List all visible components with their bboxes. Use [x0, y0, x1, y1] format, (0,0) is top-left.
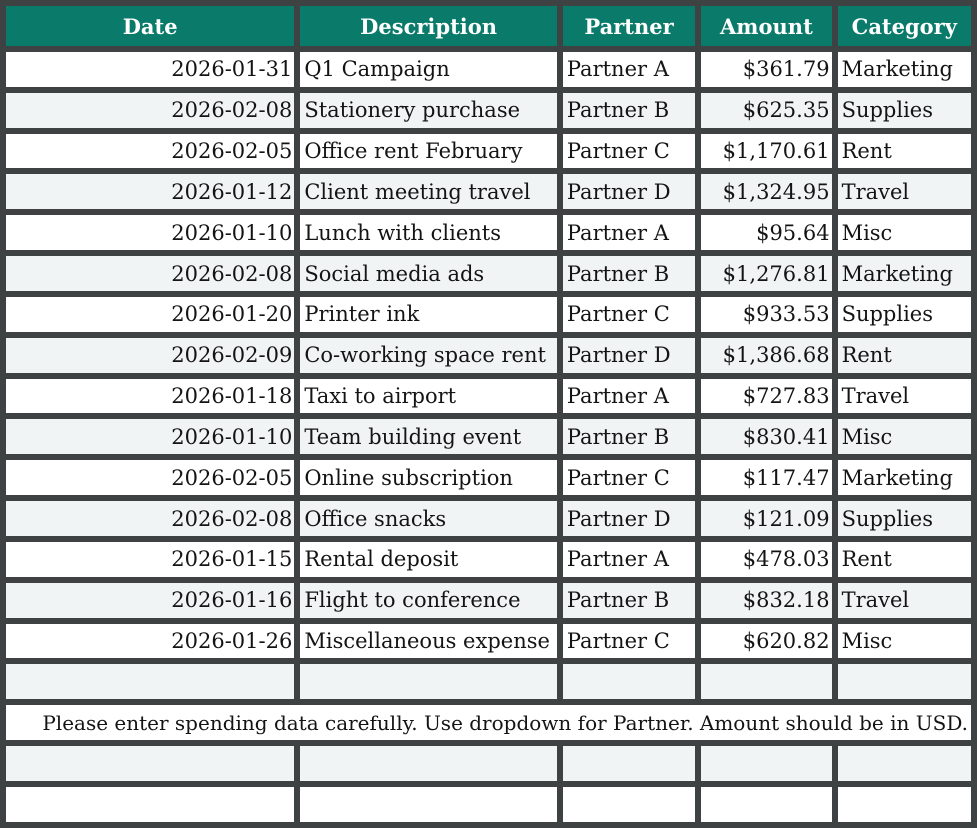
- note-row: [6, 705, 971, 740]
- cell-partner[interactable]: Partner D: [563, 174, 695, 209]
- cell-category[interactable]: Rent: [838, 338, 971, 373]
- cell-date[interactable]: 2026-02-05: [6, 460, 294, 495]
- cell-amount[interactable]: $832.18: [701, 583, 831, 618]
- cell-date[interactable]: 2026-02-08: [6, 256, 294, 291]
- table-row: [6, 501, 971, 536]
- cell-empty[interactable]: [838, 787, 971, 822]
- table-row: [6, 583, 971, 618]
- cell-description[interactable]: Printer ink: [300, 297, 557, 332]
- table-row: [6, 134, 971, 169]
- cell-amount[interactable]: $478.03: [701, 542, 831, 577]
- cell-partner[interactable]: Partner B: [563, 93, 695, 128]
- cell-amount[interactable]: $361.79: [701, 52, 831, 87]
- cell-category[interactable]: Marketing: [838, 52, 971, 87]
- cell-amount[interactable]: $1,276.81: [701, 256, 831, 291]
- cell-description[interactable]: Office snacks: [300, 501, 557, 536]
- cell-description[interactable]: Team building event: [300, 419, 557, 454]
- column-header-partner: Partner: [563, 6, 695, 46]
- cell-amount[interactable]: $933.53: [701, 297, 831, 332]
- cell-empty[interactable]: [838, 746, 971, 781]
- note-cell[interactable]: Please enter spending data carefully. Use dropdown for Partner. Amount should be in USD.: [6, 705, 971, 740]
- cell-description[interactable]: Office rent February: [300, 134, 557, 169]
- cell-description[interactable]: Stationery purchase: [300, 93, 557, 128]
- cell-date[interactable]: 2026-01-26: [6, 624, 294, 659]
- cell-amount[interactable]: $727.83: [701, 379, 831, 414]
- cell-category[interactable]: Travel: [838, 379, 971, 414]
- table-row: [6, 460, 971, 495]
- empty-row: [6, 787, 971, 822]
- cell-amount[interactable]: $117.47: [701, 460, 831, 495]
- cell-description[interactable]: Taxi to airport: [300, 379, 557, 414]
- table-row: [6, 52, 971, 87]
- empty-row: [6, 664, 971, 699]
- cell-partner[interactable]: Partner A: [563, 542, 695, 577]
- table-row: [6, 215, 971, 250]
- cell-amount[interactable]: $95.64: [701, 215, 831, 250]
- cell-empty[interactable]: [6, 787, 294, 822]
- cell-category[interactable]: Supplies: [838, 93, 971, 128]
- cell-partner[interactable]: Partner B: [563, 256, 695, 291]
- column-header-amount: Amount: [701, 6, 831, 46]
- cell-date[interactable]: 2026-02-09: [6, 338, 294, 373]
- empty-row: [6, 746, 971, 781]
- cell-amount[interactable]: $830.41: [701, 419, 831, 454]
- table-row: [6, 624, 971, 659]
- cell-description[interactable]: Miscellaneous expense: [300, 624, 557, 659]
- cell-date[interactable]: 2026-02-08: [6, 501, 294, 536]
- cell-description[interactable]: Rental deposit: [300, 542, 557, 577]
- cell-partner[interactable]: Partner C: [563, 624, 695, 659]
- table-row: [6, 256, 971, 291]
- cell-empty[interactable]: [6, 664, 294, 699]
- cell-description[interactable]: Client meeting travel: [300, 174, 557, 209]
- cell-partner[interactable]: Partner B: [563, 419, 695, 454]
- cell-empty[interactable]: [300, 746, 557, 781]
- table-header: [6, 6, 971, 46]
- cell-category[interactable]: Rent: [838, 542, 971, 577]
- cell-category[interactable]: Travel: [838, 583, 971, 618]
- cell-empty[interactable]: [563, 664, 695, 699]
- cell-date[interactable]: 2026-01-20: [6, 297, 294, 332]
- cell-partner[interactable]: Partner A: [563, 215, 695, 250]
- cell-partner[interactable]: Partner C: [563, 460, 695, 495]
- cell-category[interactable]: Rent: [838, 134, 971, 169]
- cell-date[interactable]: 2026-01-16: [6, 583, 294, 618]
- header-row: [6, 6, 971, 46]
- cell-description[interactable]: Q1 Campaign: [300, 52, 557, 87]
- cell-empty[interactable]: [563, 787, 695, 822]
- cell-amount[interactable]: $1,170.61: [701, 134, 831, 169]
- cell-category[interactable]: Misc: [838, 419, 971, 454]
- cell-category[interactable]: Misc: [838, 215, 971, 250]
- cell-empty[interactable]: [6, 746, 294, 781]
- column-header-date: Date: [6, 6, 294, 46]
- table-row: [6, 338, 971, 373]
- cell-partner[interactable]: Partner C: [563, 134, 695, 169]
- cell-empty[interactable]: [701, 746, 831, 781]
- table-row: [6, 419, 971, 454]
- cell-date[interactable]: 2026-02-08: [6, 93, 294, 128]
- cell-partner[interactable]: Partner D: [563, 338, 695, 373]
- table-row: [6, 174, 971, 209]
- cell-partner[interactable]: Partner A: [563, 52, 695, 87]
- cell-empty[interactable]: [838, 664, 971, 699]
- cell-partner[interactable]: Partner D: [563, 501, 695, 536]
- cell-amount[interactable]: $620.82: [701, 624, 831, 659]
- cell-partner[interactable]: Partner B: [563, 583, 695, 618]
- cell-empty[interactable]: [701, 787, 831, 822]
- cell-amount[interactable]: $121.09: [701, 501, 831, 536]
- cell-amount[interactable]: $1,324.95: [701, 174, 831, 209]
- cell-category[interactable]: Misc: [838, 624, 971, 659]
- cell-category[interactable]: Marketing: [838, 256, 971, 291]
- cell-date[interactable]: 2026-01-18: [6, 379, 294, 414]
- cell-description[interactable]: Social media ads: [300, 256, 557, 291]
- cell-date[interactable]: 2026-02-05: [6, 134, 294, 169]
- cell-amount[interactable]: $625.35: [701, 93, 831, 128]
- cell-empty[interactable]: [563, 746, 695, 781]
- cell-date[interactable]: 2026-01-10: [6, 419, 294, 454]
- cell-description[interactable]: Co-working space rent: [300, 338, 557, 373]
- cell-date[interactable]: 2026-01-15: [6, 542, 294, 577]
- table-row: [6, 379, 971, 414]
- cell-category[interactable]: Supplies: [838, 501, 971, 536]
- cell-amount[interactable]: $1,386.68: [701, 338, 831, 373]
- cell-partner[interactable]: Partner C: [563, 297, 695, 332]
- cell-category[interactable]: Travel: [838, 174, 971, 209]
- cell-description[interactable]: Lunch with clients: [300, 215, 557, 250]
- cell-category[interactable]: Supplies: [838, 297, 971, 332]
- cell-partner[interactable]: Partner A: [563, 379, 695, 414]
- cell-empty[interactable]: [300, 787, 557, 822]
- table-row: [6, 542, 971, 577]
- cell-date[interactable]: 2026-01-31: [6, 52, 294, 87]
- cell-category[interactable]: Marketing: [838, 460, 971, 495]
- cell-description[interactable]: Online subscription: [300, 460, 557, 495]
- cell-date[interactable]: 2026-01-10: [6, 215, 294, 250]
- column-header-category: Category: [838, 6, 971, 46]
- table-row: [6, 297, 971, 332]
- column-header-description: Description: [300, 6, 557, 46]
- cell-empty[interactable]: [300, 664, 557, 699]
- cell-description[interactable]: Flight to conference: [300, 583, 557, 618]
- cell-date[interactable]: 2026-01-12: [6, 174, 294, 209]
- cell-empty[interactable]: [701, 664, 831, 699]
- table-row: [6, 93, 971, 128]
